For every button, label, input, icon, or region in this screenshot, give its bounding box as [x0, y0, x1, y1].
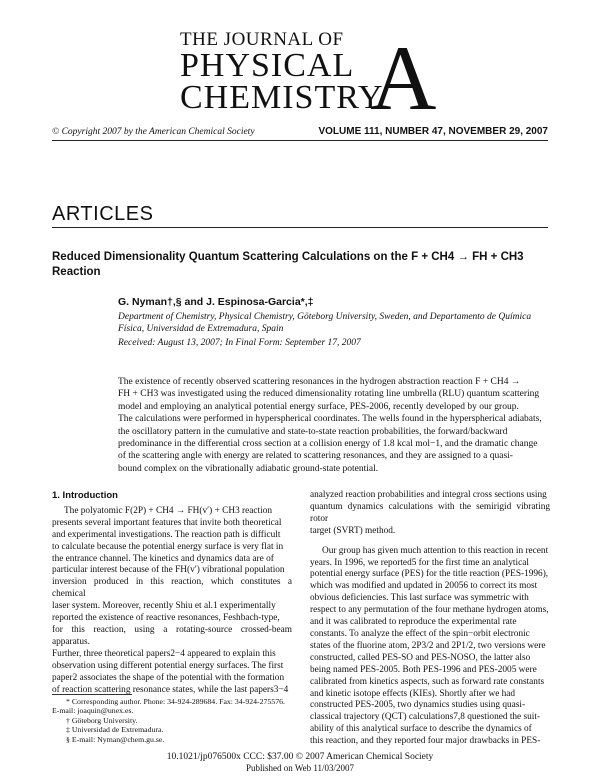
- abstract-line: FH + CH3 was investigated using the reduced dimensionality rotating line umbrella (RLU) quantum scattering: [118, 389, 540, 400]
- body-line: being named PES-2005. Both PES-1996 and PES-2005 were: [310, 664, 537, 675]
- body-line: target (SVRT) method.: [310, 525, 396, 536]
- body-line: constructed PES-2005, two dynamics studies using quasi-: [310, 700, 526, 711]
- article-title: [52, 250, 552, 280]
- body-line: years. In 1996, we reported5 for the first time an analytical: [310, 557, 529, 568]
- body-line: potential energy surface (PES) for the title reaction (PES-1996),: [310, 569, 549, 580]
- masthead-line1: THE JOURNAL OF: [180, 29, 344, 50]
- body-line: of reaction scattering resonance states, while the last papers3−4: [52, 684, 289, 695]
- masthead-line3: CHEMISTRY: [180, 79, 384, 116]
- affiliation-line-1: Department of Chemistry, Physical Chemistry, Göteborg University, Sweden, and Departamento de Química: [118, 312, 532, 322]
- body-line: Further, three theoretical papers2−4 appeared to explain this: [52, 648, 276, 659]
- section-rule: [52, 227, 548, 228]
- copyright-notice: © Copyright 2007 by the American Chemical Society: [52, 127, 255, 137]
- body-line: Our group has given much attention to this reaction in recent: [322, 545, 549, 556]
- body-line: analyzed reaction probabilities and integral cross sections using: [310, 490, 547, 500]
- abstract-line: model and employing an analytical potential energy surface, PES-2006, recently developed by our group.: [118, 401, 519, 412]
- footnote: E-mail: joaquin@unex.es.: [52, 706, 134, 716]
- affiliation-line-2: Física, Universidad de Extremadura, Spain: [118, 324, 284, 334]
- body-line: calibrated from kinetics aspects, such as forward rate constants: [310, 676, 545, 687]
- body-line: particular interest because of the FH(v′) vibrational population: [52, 565, 285, 576]
- footnote-rule: [52, 694, 132, 695]
- body-line: to calculate because the potential energy surface is very flat in: [52, 541, 284, 552]
- footnote: ‡ Universidad de Extremadura.: [66, 725, 164, 735]
- masthead-line2: PHYSICAL: [180, 47, 355, 84]
- title-line-1: Reduced Dimensionality Quantum Scattering Calculations on the F + CH4 → FH + CH3: [52, 251, 524, 263]
- body-line: inversion produced in this reaction, which constitutes a chemical: [52, 577, 292, 600]
- affiliations: [118, 311, 548, 335]
- body-line: paper2 associates the shape of the potential with the formation: [52, 672, 285, 683]
- footnote: § E-mail: Nyman@chem.gu.se.: [66, 734, 165, 744]
- body-line: The polyatomic F(2P) + CH4 → FH(v′) + CH3 reaction: [64, 505, 272, 516]
- body-line: which was modified and updated in 20056 to correct its most: [310, 581, 538, 592]
- body-line: this reaction, and they reported four major drawbacks in PES-: [310, 736, 541, 747]
- body-line: obvious deficiencies. This last surface was symmetric with: [310, 593, 529, 604]
- body-line: and kinetic isotope effects (KIEs). Shortly after we had: [310, 688, 516, 699]
- body-line: constants. To analyze the effect of the spin−orbit electronic: [310, 628, 530, 639]
- body-line: states of the fluorine atom, 2P3/2 and 2P1/2, two versions were: [310, 640, 546, 651]
- introduction-heading: 1. Introduction: [52, 490, 118, 501]
- body-line: quantum dynamics calculations with the semirigid vibrating rotor: [310, 501, 550, 524]
- body-line: and it was calibrated to reproduce the experimental rate: [310, 617, 517, 628]
- body-line: observation using different potential energy surfaces. The first: [52, 660, 284, 671]
- body-line: classical trajectory (QCT) calculations7,8 questioned the suit-: [310, 712, 541, 723]
- abstract-line: bound complex on the vibrationally adiabatic ground-state potential.: [118, 463, 379, 474]
- masthead-letter: A: [370, 27, 437, 129]
- body-line: respect to any permutation of the four methane hydrogen atoms,: [310, 605, 549, 616]
- abstract-line: of the scattering angle with energy are related to scattering resonances, and they are assigned to a quasi-: [118, 451, 513, 462]
- abstract-line: The calculations were performed in hyperspherical coordinates. The wells found in the hyperspherical adiabats,: [118, 414, 542, 425]
- volume-issue: VOLUME 111, NUMBER 47, NOVEMBER 29, 2007: [318, 126, 548, 137]
- abstract-line: the oscillatory pattern in the cumulative and state-to-state reaction probabilities, the forward/backward: [118, 426, 508, 437]
- title-line-2: Reaction: [52, 266, 101, 278]
- received-dates: Received: August 13, 2007; In Final Form: September 17, 2007: [118, 338, 361, 348]
- body-line: laser system. Moreover, recently Shiu et al.1 experimentally: [52, 601, 276, 612]
- header-rule: [52, 140, 548, 141]
- published-line: Published on Web 11/03/2007: [245, 763, 355, 773]
- authors: G. Nyman†,§ and J. Espinosa-Garcia*,‡: [118, 296, 314, 308]
- body-line: the entrance channel. The kinetics and dynamics data are of: [52, 553, 274, 564]
- footnote: * Corresponding author. Phone: 34-924-289684. Fax: 34-924-275576.: [66, 697, 285, 706]
- right-column: [310, 490, 550, 748]
- abstract-line: predominance in the differential cross section at a collision energy of 1.8 kcal mol−1, and the dramatic change: [118, 439, 538, 450]
- footnote: † Göteborg University.: [66, 715, 138, 725]
- abstract: [118, 376, 550, 475]
- body-line: presents several important features that invite both theoretical: [52, 517, 282, 528]
- left-column: [52, 490, 292, 696]
- body-line: ability of this analytical surface to describe the dynamics of: [310, 724, 532, 735]
- body-line: reported the existence of reactive resonances, Feshbach-type,: [52, 613, 280, 624]
- body-line: constructed, called PES-SO and PES-NOSO, the latter also: [310, 652, 531, 663]
- abstract-line: The existence of recently observed scattering resonances in the hydrogen abstraction reaction F + CH4 →: [118, 377, 521, 387]
- footnotes: [52, 697, 292, 744]
- body-line: and experimental investigations. The reaction path is difficult: [52, 529, 281, 540]
- section-heading: ARTICLES: [52, 203, 154, 225]
- body-line: for this reaction, using a rotating-source crossed-beam apparatus.: [52, 624, 292, 647]
- doi-line: 10.1021/jp076500x CCC: $37.00 © 2007 American Chemical Society: [166, 752, 434, 762]
